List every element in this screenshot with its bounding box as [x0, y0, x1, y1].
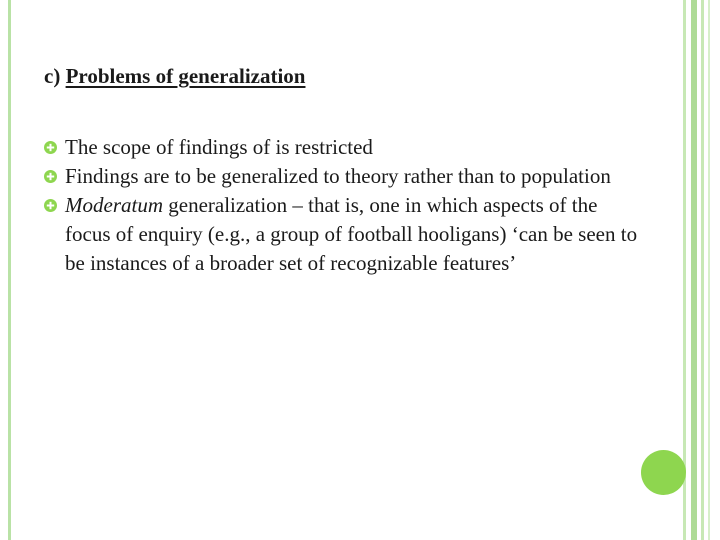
right-frame-line [683, 0, 686, 540]
plus-circle-icon [44, 170, 57, 183]
left-frame-line [8, 0, 11, 540]
plus-circle-icon [44, 199, 57, 212]
bullet-item [44, 162, 644, 191]
slide-title [44, 64, 305, 89]
title-main: Problems of generalization [65, 64, 306, 88]
bullet-list [44, 133, 644, 278]
plus-circle-icon [44, 141, 57, 154]
right-frame-line [708, 0, 710, 540]
bullet-text: The scope of findings of is restricted [65, 135, 373, 159]
bullet-item [44, 133, 644, 162]
right-frame-line [691, 0, 697, 540]
bullet-italic-term: Moderatum [65, 193, 163, 217]
bullet-text: Findings are to be generalized to theory rather than to population [65, 164, 611, 188]
right-frame-line [701, 0, 704, 540]
decorative-green-circle [641, 450, 686, 495]
title-prefix: c) [44, 64, 66, 88]
bullet-text: generalization – that is, one in which aspects of the focus of enquiry (e.g., a group of football hooligans) ‘can be seen to be instances of a broader set of recognizable features’ [65, 193, 638, 275]
bullet-item [44, 191, 644, 278]
